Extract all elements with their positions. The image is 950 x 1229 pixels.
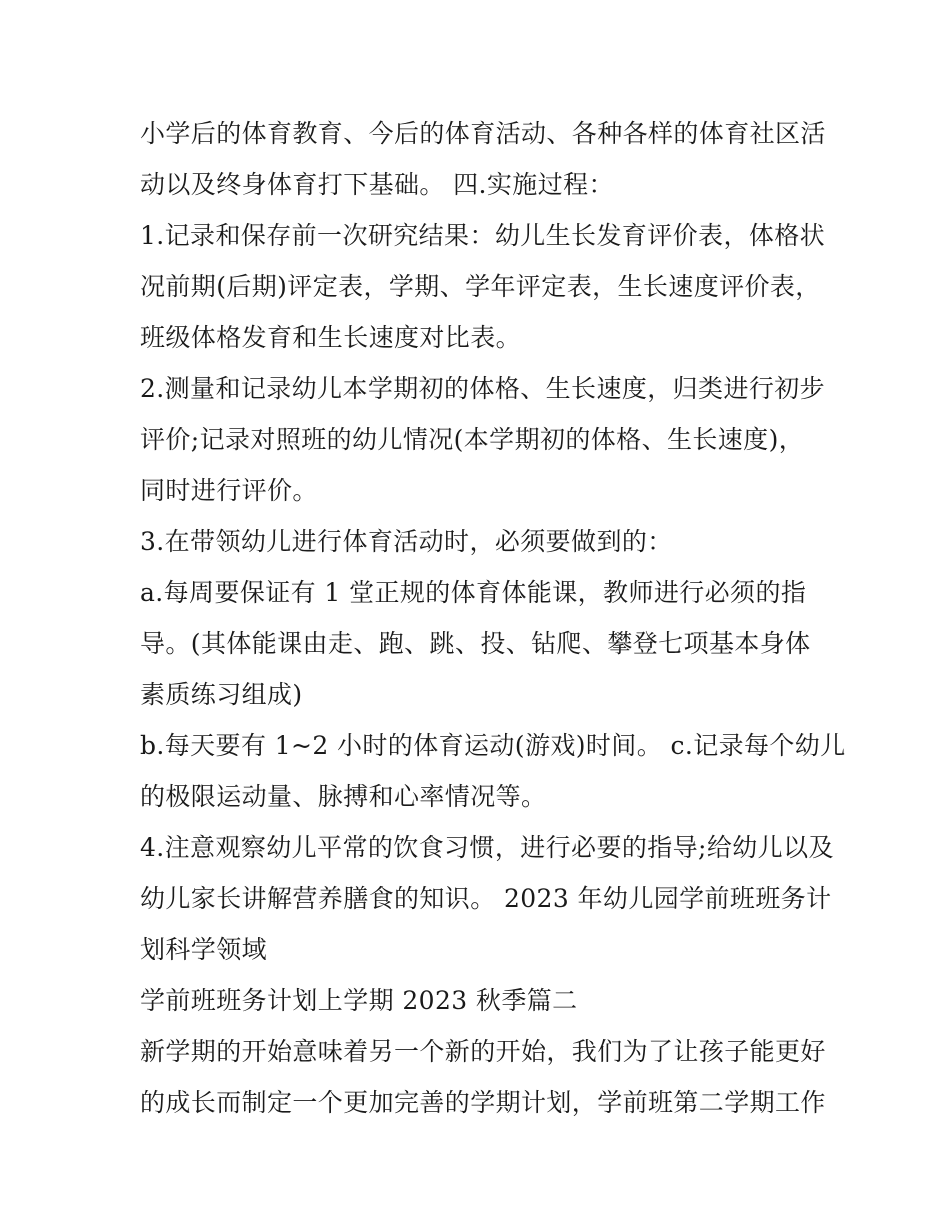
text-line: b.每天要有 1~2 小时的体育运动(游戏)时间。 c.记录每个幼儿: [140, 731, 846, 760]
text-line: 的极限运动量、脉搏和心率情况等。: [140, 782, 547, 811]
text-line: 3.在带领幼儿进行体育活动时，必须要做到的：: [140, 527, 673, 556]
section-heading: 学前班班务计划上学期 2023 秋季篇二: [140, 986, 578, 1015]
text-line: a.每周要保证有 1 堂正规的体育体能课，教师进行必须的指: [140, 578, 807, 607]
text-line: 班级体格发育和生长速度对比表。: [140, 323, 522, 352]
text-line: 况前期(后期)评定表，学期、学年评定表，生长速度评价表，: [140, 272, 821, 301]
text-line: 幼儿家长讲解营养膳食的知识。 2023 年幼儿园学前班班务计: [140, 884, 832, 913]
text-line: 划科学领域: [140, 935, 268, 964]
text-line: 的成长而制定一个更加完善的学期计划，学前班第二学期工作: [140, 1088, 826, 1117]
text-line: 导。(其体能课由走、跑、跳、投、钻爬、攀登七项基本身体: [140, 629, 811, 658]
document-body: [140, 108, 846, 1128]
text-line: 新学期的开始意味着另一个新的开始，我们为了让孩子能更好: [140, 1037, 826, 1066]
text-line: 小学后的体育教育、今后的体育活动、各种各样的体育社区活: [140, 119, 826, 148]
text-line: 动以及终身体育打下基础。 四.实施过程：: [140, 170, 614, 199]
text-line: 同时进行评价。: [140, 476, 318, 505]
text-line: 4.注意观察幼儿平常的饮食习惯，进行必要的指导;给幼儿以及: [140, 833, 834, 862]
text-line: 2.测量和记录幼儿本学期初的体格、生长速度，归类进行初步: [140, 374, 826, 403]
text-line: 素质练习组成): [140, 680, 303, 709]
text-line: 1.记录和保存前一次研究结果：幼儿生长发育评价表，体格状: [140, 221, 826, 250]
text-line: 评价;记录对照班的幼儿情况(本学期初的体格、生长速度)，: [140, 425, 805, 454]
